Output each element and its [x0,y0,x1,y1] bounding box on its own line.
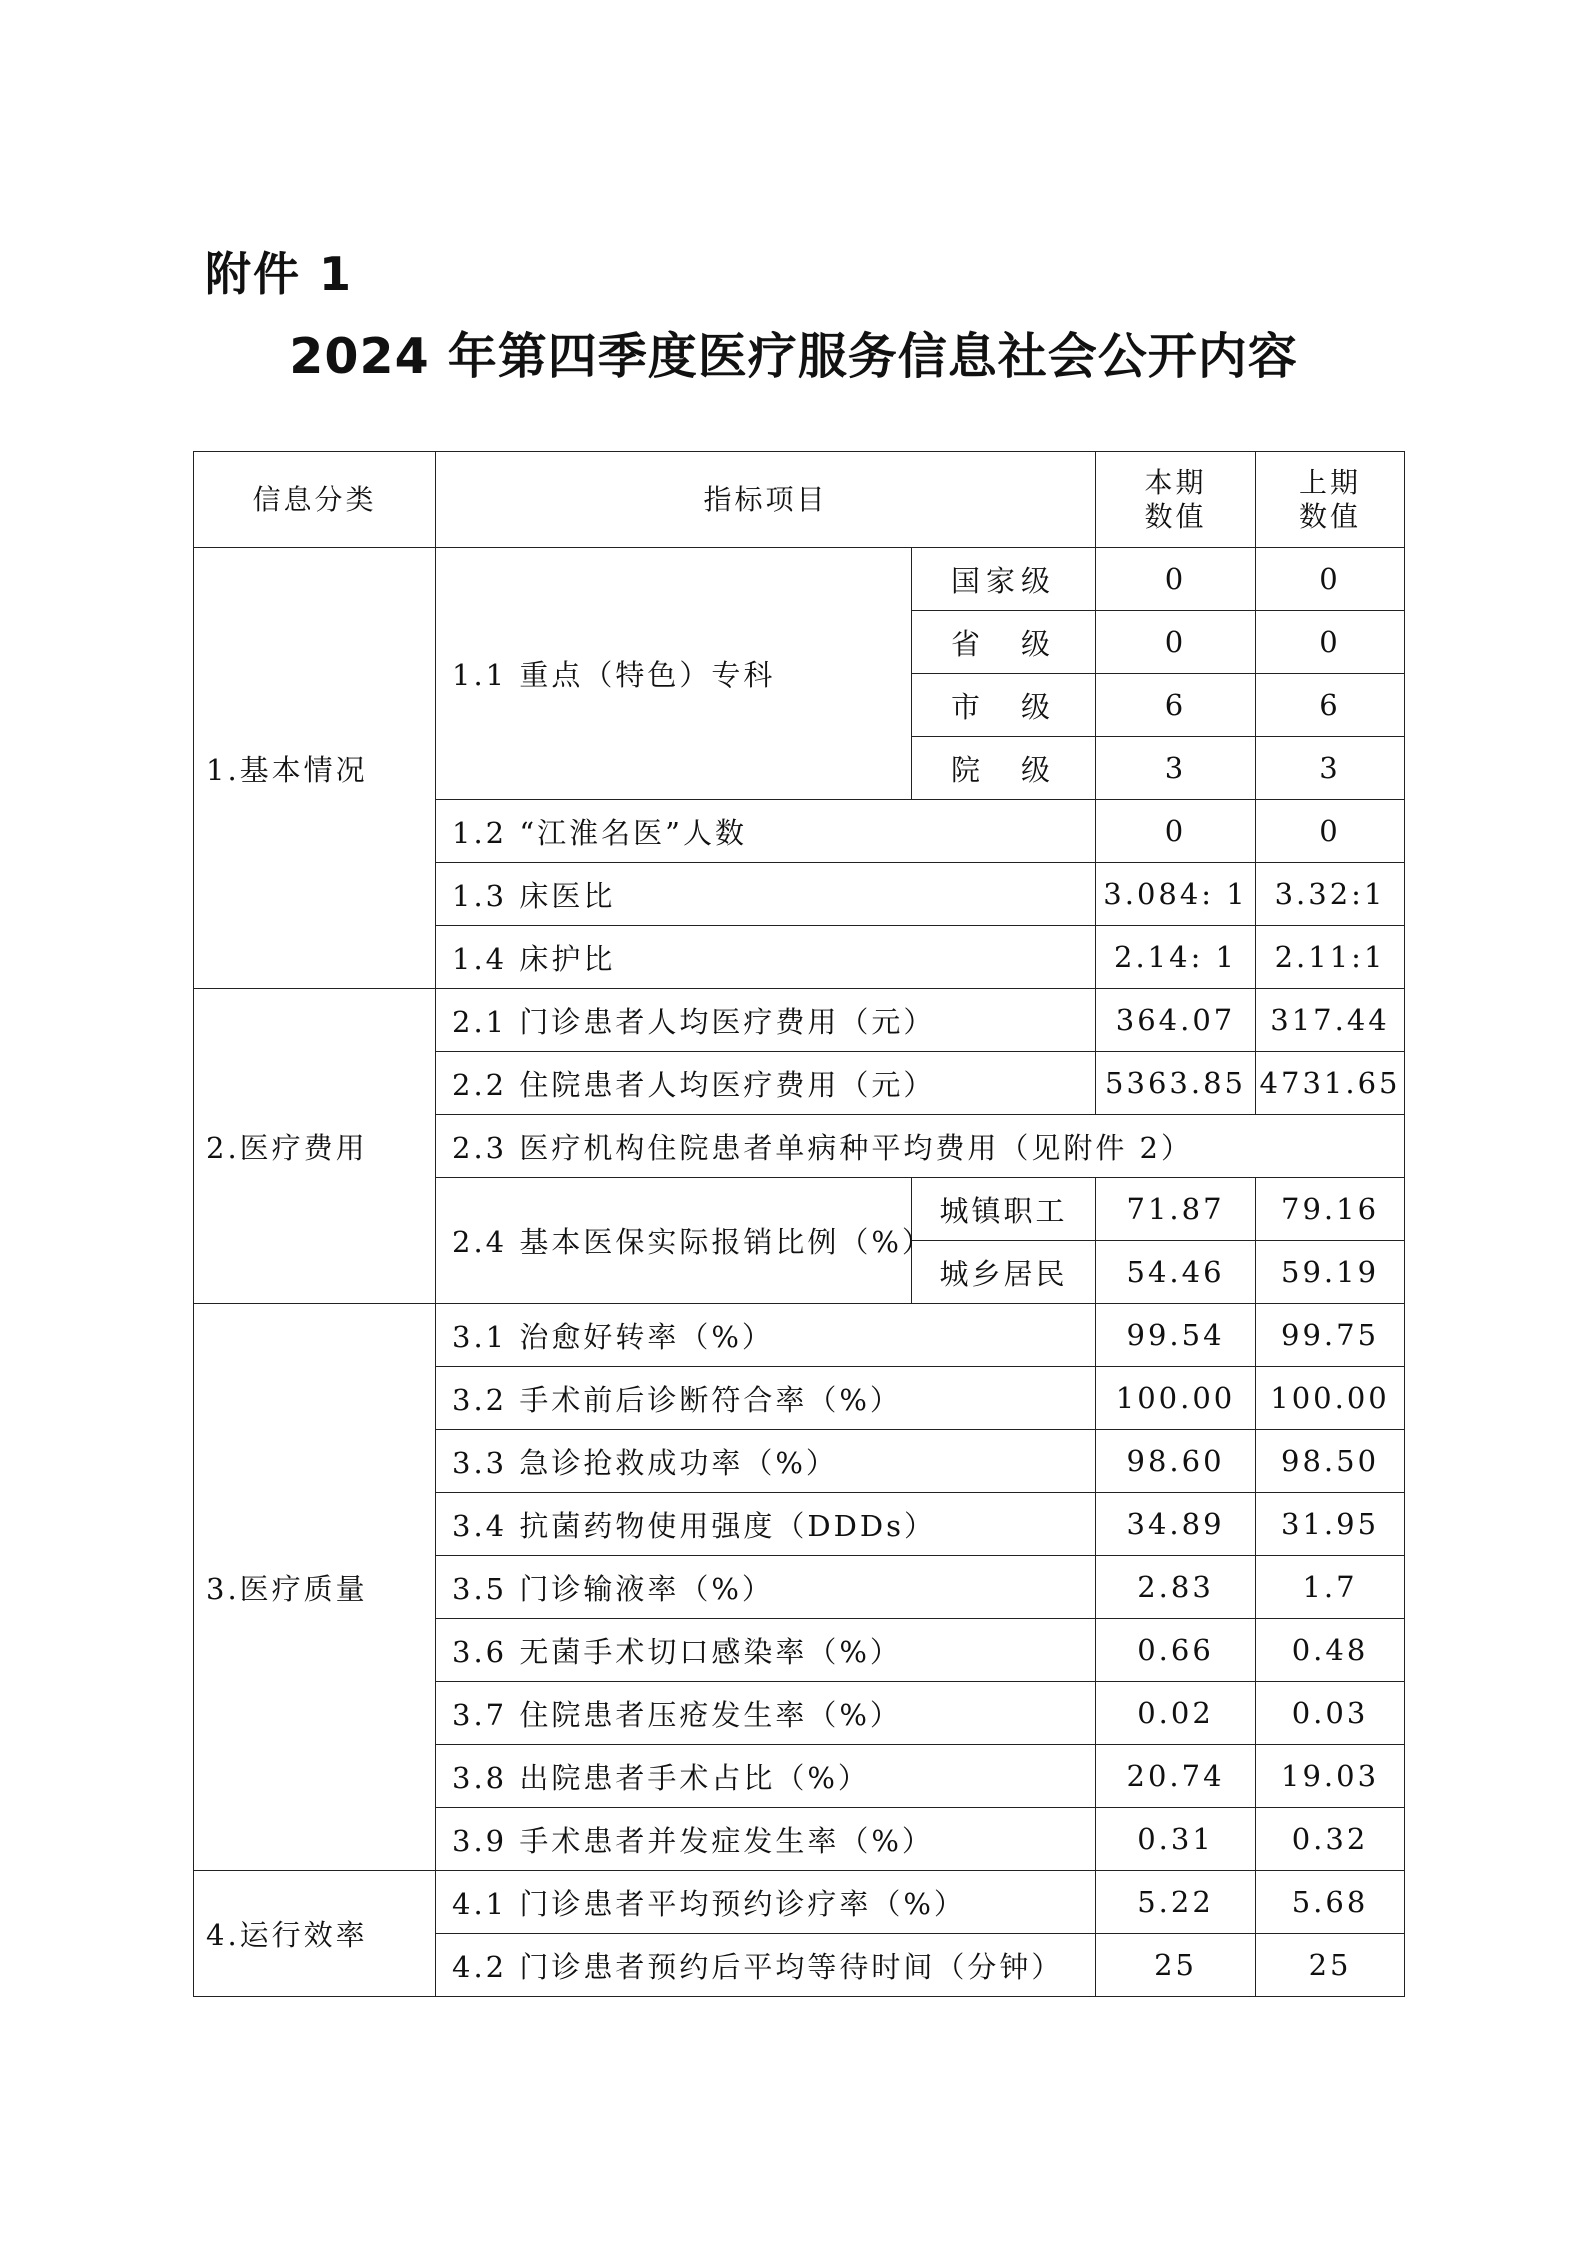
current-value: 54.46 [1096,1241,1256,1304]
previous-value: 98.50 [1256,1430,1405,1493]
previous-value: 317.44 [1256,989,1405,1052]
indicator-label: 1.4 床护比 [436,926,1096,989]
previous-value: 100.00 [1256,1367,1405,1430]
current-value: 71.87 [1096,1178,1256,1241]
previous-value: 31.95 [1256,1493,1405,1556]
indicator-label: 3.6 无菌手术切口感染率（%） [436,1619,1096,1682]
indicator-label: 2.3 医疗机构住院患者单病种平均费用（见附件 2） [436,1115,1405,1178]
indicator-label: 2.2 住院患者人均医疗费用（元） [436,1052,1096,1115]
indicator-label: 3.1 治愈好转率（%） [436,1304,1096,1367]
current-value: 2.14: 1 [1096,926,1256,989]
previous-value: 19.03 [1256,1745,1405,1808]
header-category: 信息分类 [194,452,436,548]
indicator-label: 3.2 手术前后诊断符合率（%） [436,1367,1096,1430]
current-value: 100.00 [1096,1367,1256,1430]
indicator-label: 2.1 门诊患者人均医疗费用（元） [436,989,1096,1052]
indicator-label: 3.4 抗菌药物使用强度（DDDs） [436,1493,1096,1556]
previous-value: 5.68 [1256,1871,1405,1934]
previous-value: 0 [1256,548,1405,611]
previous-value: 0 [1256,611,1405,674]
header-indicator: 指标项目 [436,452,1096,548]
sub-group: 城镇职工 [912,1178,1096,1241]
info-table [193,451,1405,1997]
current-value: 25 [1096,1934,1256,1997]
header-current: 本期 数值 [1096,452,1256,548]
indicator-label: 2.4 基本医保实际报销比例（%） [436,1178,912,1304]
indicator-label: 3.7 住院患者压疮发生率（%） [436,1682,1096,1745]
sub-group: 城乡居民 [912,1241,1096,1304]
sub-level: 市 级 [912,674,1096,737]
attachment-label: 附件 1 [205,247,354,301]
indicator-label: 3.5 门诊输液率（%） [436,1556,1096,1619]
current-value: 2.83 [1096,1556,1256,1619]
previous-value: 0.32 [1256,1808,1405,1871]
current-value: 3.084: 1 [1096,863,1256,926]
current-value: 364.07 [1096,989,1256,1052]
table-row [194,989,1405,1052]
indicator-label: 4.1 门诊患者平均预约诊疗率（%） [436,1871,1096,1934]
previous-value: 25 [1256,1934,1405,1997]
indicator-label: 1.3 床医比 [436,863,1096,926]
category-efficiency: 4.运行效率 [194,1871,436,1997]
category-quality: 3.医疗质量 [194,1304,436,1871]
table-row [194,1871,1405,1934]
indicator-label: 3.9 手术患者并发症发生率（%） [436,1808,1096,1871]
indicator-label: 4.2 门诊患者预约后平均等待时间（分钟） [436,1934,1096,1997]
previous-value: 99.75 [1256,1304,1405,1367]
table-row [194,548,1405,611]
previous-value: 3.32:1 [1256,863,1405,926]
previous-value: 0 [1256,800,1405,863]
current-value: 99.54 [1096,1304,1256,1367]
current-value: 0 [1096,611,1256,674]
page-title: 2024 年第四季度医疗服务信息社会公开内容 [289,328,1298,385]
previous-value: 0.03 [1256,1682,1405,1745]
table-header-row [194,452,1405,548]
current-value: 6 [1096,674,1256,737]
current-value: 0.66 [1096,1619,1256,1682]
previous-value: 59.19 [1256,1241,1405,1304]
sub-level: 国家级 [912,548,1096,611]
previous-value: 3 [1256,737,1405,800]
current-value: 20.74 [1096,1745,1256,1808]
indicator-label: 1.2 “江淮名医”人数 [436,800,1096,863]
header-previous: 上期 数值 [1256,452,1405,548]
current-value: 0.31 [1096,1808,1256,1871]
previous-value: 2.11:1 [1256,926,1405,989]
previous-value: 1.7 [1256,1556,1405,1619]
current-value: 5363.85 [1096,1052,1256,1115]
previous-value: 4731.65 [1256,1052,1405,1115]
current-value: 5.22 [1096,1871,1256,1934]
sub-level: 院 级 [912,737,1096,800]
current-value: 34.89 [1096,1493,1256,1556]
previous-value: 79.16 [1256,1178,1405,1241]
table-row [194,1304,1405,1367]
current-value: 0 [1096,800,1256,863]
previous-value: 0.48 [1256,1619,1405,1682]
indicator-label: 3.8 出院患者手术占比（%） [436,1745,1096,1808]
previous-value: 6 [1256,674,1405,737]
indicator-label: 1.1 重点（特色）专科 [436,548,912,800]
current-value: 98.60 [1096,1430,1256,1493]
sub-level: 省 级 [912,611,1096,674]
current-value: 3 [1096,737,1256,800]
indicator-label: 3.3 急诊抢救成功率（%） [436,1430,1096,1493]
category-cost: 2.医疗费用 [194,989,436,1304]
category-basic: 1.基本情况 [194,548,436,989]
current-value: 0.02 [1096,1682,1256,1745]
current-value: 0 [1096,548,1256,611]
